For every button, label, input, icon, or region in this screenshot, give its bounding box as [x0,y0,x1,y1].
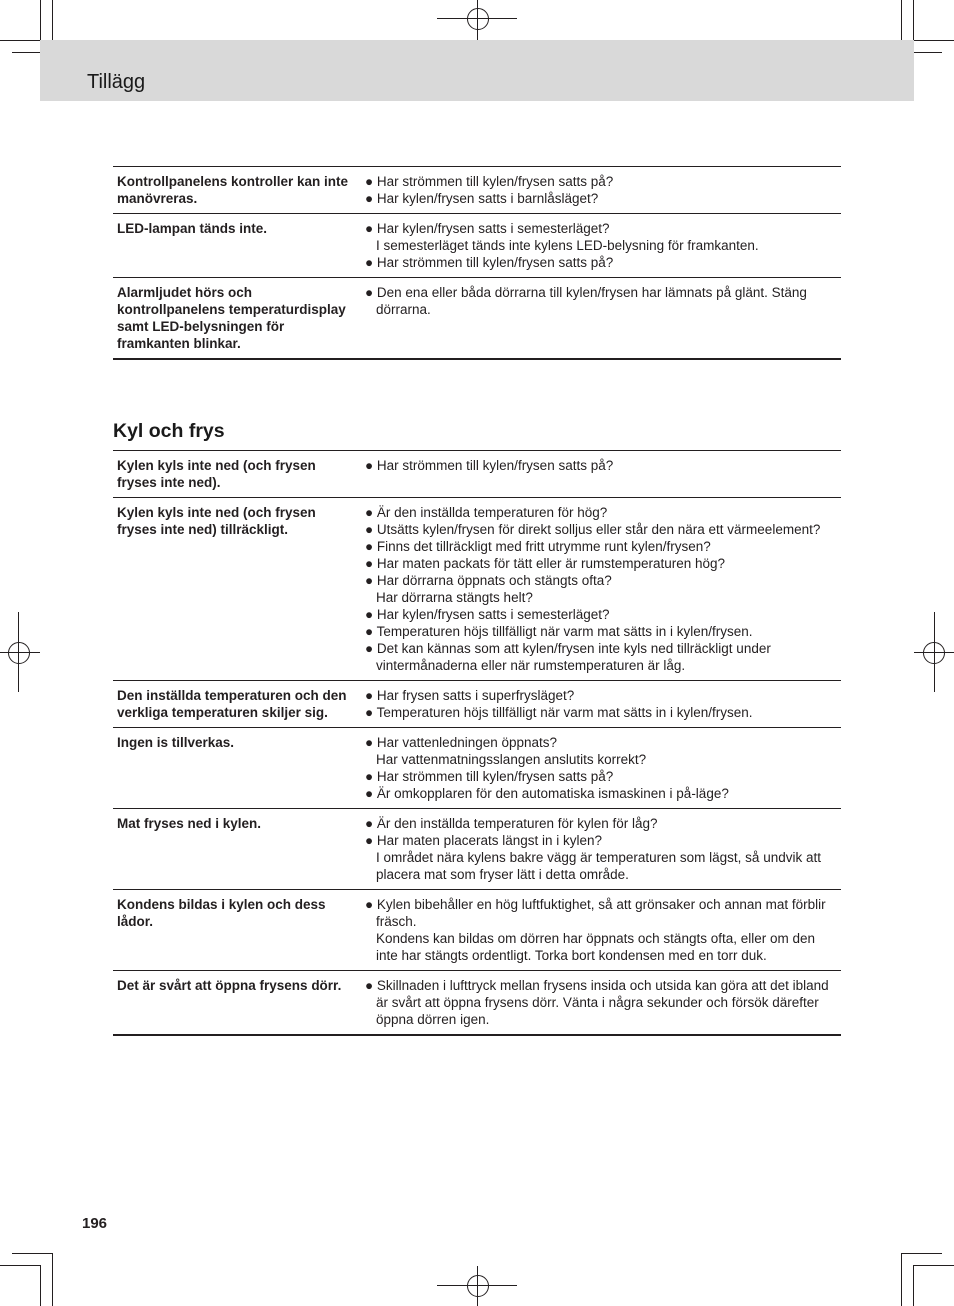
cause-text: Har strömmen till kylen/frysen satts på? [376,174,614,189]
bullet-icon: ● [365,285,377,300]
bullet-item [365,785,837,802]
bullet-icon: ● [365,607,377,622]
bullet-continuation [365,237,837,254]
bullet-item [365,173,837,190]
cause-text: Den ena eller båda dörrarna till kylen/frysen har lämnats på glänt. Stäng dörrarna. [376,285,807,317]
bullet-item [365,623,837,640]
bullet-item [365,220,837,237]
bullet-item [365,896,837,930]
cause-text: Har strömmen till kylen/frysen satts på? [376,255,614,270]
cause-text: Har maten placerats längst in i kylen? [376,833,603,848]
table-row [113,971,841,1036]
bullet-item [365,687,837,704]
problem-cell: Alarmljudet hörs och kontrollpanelens temperaturdisplay samt LED-belysningen för framkanten blinkar. [113,278,357,360]
bullet-continuation [365,930,837,964]
cause-text: Finns det tillräckligt med fritt utrymme runt kylen/frysen? [376,539,711,554]
problem-cell: Kondens bildas i kylen och dess lådor. [113,890,357,971]
bullet-item [365,457,837,474]
page-number: 196 [82,1215,108,1232]
cause-text: Har vattenmatningsslangen anslutits korrekt? [376,752,647,767]
cause-text: Har maten packats för tätt eller är rumstemperaturen hög? [376,556,726,571]
table-row [113,167,841,214]
table-row [113,278,841,360]
cause-text: Kylen bibehåller en hög luftfuktighet, så att grönsaker och annan mat förblir fräsch. [376,897,826,929]
bullet-icon: ● [365,786,377,801]
bullet-continuation [365,849,837,883]
cause-text: Är omkopplaren för den automatiska ismaskinen i på-läge? [376,786,729,801]
bullet-item [365,704,837,721]
cause-text: Har dörrarna öppnats och stängts ofta? [376,573,612,588]
bullet-icon: ● [365,624,377,639]
table-row [113,214,841,278]
troubleshooting-table-cooling [113,451,841,1036]
cause-cell [357,214,841,278]
cause-cell [357,809,841,890]
bullet-icon: ● [365,522,377,537]
page-title: Tillägg [87,71,146,93]
bullet-item [365,504,837,521]
cause-cell [357,890,841,971]
problem-cell: LED-lampan tänds inte. [113,214,357,278]
bullet-icon: ● [365,255,377,270]
bullet-item [365,815,837,832]
bullet-item [365,521,837,538]
bullet-item [365,832,837,849]
bullet-icon: ● [365,705,377,720]
header-band [40,40,914,101]
bullet-item [365,606,837,623]
cause-text: Utsätts kylen/frysen för direkt solljus eller står den nära ett värmeelement? [376,522,821,537]
cause-cell [357,498,841,681]
bullet-item [365,734,837,751]
bullet-item [365,538,837,555]
bullet-item [365,254,837,271]
table-row [113,728,841,809]
cause-text: Har dörrarna stängts helt? [376,590,533,605]
troubleshooting-table-general [113,166,841,360]
bullet-icon: ● [365,221,377,236]
bullet-icon: ● [365,688,377,703]
problem-cell: Mat fryses ned i kylen. [113,809,357,890]
cause-cell [357,167,841,214]
bullet-item [365,284,837,318]
cause-text: I semesterläget tänds inte kylens LED-belysning för framkanten. [376,238,759,253]
bullet-icon: ● [365,769,377,784]
bullet-continuation [365,751,837,768]
cause-text: Är den inställda temperaturen för hög? [376,505,608,520]
problem-cell: Kylen kyls inte ned (och frysen fryses inte ned) tillräckligt. [113,498,357,681]
table-row [113,809,841,890]
cause-cell [357,971,841,1036]
cause-text: Kondens kan bildas om dörren har öppnats och stängts ofta, eller om den inte har stängts ordentligt. Torka bort kondensen med en torr duk. [376,931,816,963]
table-row [113,681,841,728]
problem-cell: Kontrollpanelens kontroller kan inte manövreras. [113,167,357,214]
table-row [113,498,841,681]
bullet-continuation [365,589,837,606]
cause-cell [357,728,841,809]
bullet-item [365,190,837,207]
bullet-icon: ● [365,833,377,848]
cause-cell [357,681,841,728]
problem-cell: Det är svårt att öppna frysens dörr. [113,971,357,1036]
bullet-item [365,977,837,1028]
bullet-icon: ● [365,978,377,993]
cause-cell [357,451,841,498]
bullet-icon: ● [365,539,377,554]
bullet-icon: ● [365,191,377,206]
problem-cell: Kylen kyls inte ned (och frysen fryses inte ned). [113,451,357,498]
bullet-icon: ● [365,897,377,912]
cause-text: Skillnaden i lufttryck mellan frysens insida och utsida kan göra att det ibland är svårt att öppna frysens dörr. Vänta i några sekunder och försök därefter öppna dörren igen. [376,978,829,1027]
cause-text: Temperaturen höjs tillfälligt när varm mat sätts in i kylen/frysen. [376,624,753,639]
cause-text: Har strömmen till kylen/frysen satts på? [376,769,614,784]
table-row [113,451,841,498]
cause-text: Har kylen/frysen satts i semesterläget? [376,221,610,236]
bullet-icon: ● [365,174,377,189]
cause-text: Har kylen/frysen satts i semesterläget? [376,607,610,622]
cause-text: Det kan kännas som att kylen/frysen inte kyls ned tillräckligt under vintermånaderna eller när rumstemperaturen är låg. [376,641,771,673]
section-title-kyl-och-frys: Kyl och frys [113,420,225,442]
bullet-item [365,572,837,589]
bullet-icon: ● [365,573,377,588]
bullet-icon: ● [365,556,377,571]
cause-text: Är den inställda temperaturen för kylen för låg? [376,816,658,831]
bullet-item [365,555,837,572]
problem-cell: Ingen is tillverkas. [113,728,357,809]
cause-text: Temperaturen höjs tillfälligt när varm mat sätts in i kylen/frysen. [376,705,753,720]
bullet-icon: ● [365,641,377,656]
problem-cell: Den inställda temperaturen och den verkliga temperaturen skiljer sig. [113,681,357,728]
cause-text: Har vattenledningen öppnats? [376,735,558,750]
bullet-icon: ● [365,505,377,520]
cause-text: Har frysen satts i superfrysläget? [376,688,575,703]
bullet-icon: ● [365,458,377,473]
cause-text: Har strömmen till kylen/frysen satts på? [376,458,614,473]
table-row [113,890,841,971]
cause-cell [357,278,841,360]
bullet-icon: ● [365,816,377,831]
bullet-item [365,768,837,785]
bullet-item [365,640,837,674]
cause-text: I området nära kylens bakre vägg är temperaturen som lägst, så undvik att placera mat som fryser lätt i detta område. [376,850,821,882]
bullet-icon: ● [365,735,377,750]
cause-text: Har kylen/frysen satts i barnlåsläget? [376,191,599,206]
